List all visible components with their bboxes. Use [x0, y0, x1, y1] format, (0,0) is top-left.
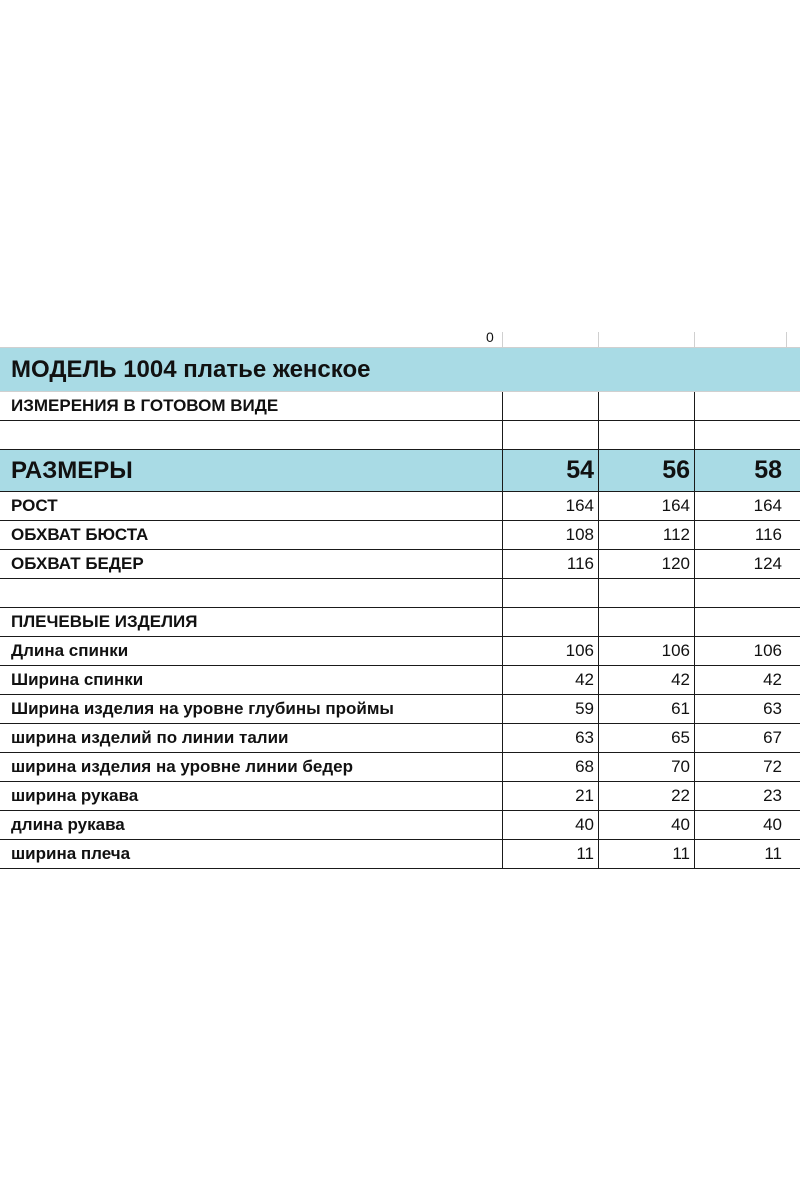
empty-row: [0, 421, 800, 450]
table-row: [0, 521, 800, 550]
value-cell: 72: [763, 757, 782, 776]
row-label: ОБХВАТ БЕДЕР: [11, 554, 144, 573]
value-cell: 70: [671, 757, 690, 776]
table-title: МОДЕЛЬ 1004 платье женское: [11, 355, 371, 383]
value-cell: 22: [671, 786, 690, 805]
value-cell: 21: [575, 786, 594, 805]
value-cell: 116: [566, 554, 594, 573]
table-row: [0, 811, 800, 840]
table-row: [0, 637, 800, 666]
value-cell: 124: [753, 554, 782, 573]
value-cell: 164: [753, 496, 782, 515]
value-cell: 63: [575, 728, 594, 747]
sizes-row: [0, 450, 800, 492]
row-label: ширина изделий по линии талии: [11, 728, 289, 747]
value-cell: 59: [575, 699, 594, 718]
size-cell: 54: [566, 456, 594, 484]
sizes-label: РАЗМЕРЫ: [11, 456, 133, 484]
table-row: [0, 492, 800, 521]
value-cell: 116: [754, 525, 782, 544]
value-cell: 23: [763, 786, 782, 805]
row-label: Ширина изделия на уровне глубины проймы: [11, 699, 394, 718]
size-cell: 56: [662, 456, 690, 484]
value-cell: 106: [753, 641, 782, 660]
top-spill-row: [0, 329, 800, 348]
table-row: [0, 753, 800, 782]
section-label: ПЛЕЧЕВЫЕ ИЗДЕЛИЯ: [11, 612, 198, 631]
row-label: ОБХВАТ БЮСТА: [11, 525, 149, 544]
value-cell: 63: [763, 699, 782, 718]
value-cell: 112: [662, 525, 690, 544]
table-row: [0, 666, 800, 695]
value-cell: 120: [661, 554, 690, 573]
value-cell: 11: [764, 844, 782, 863]
value-cell: 40: [575, 815, 594, 834]
value-cell: 65: [671, 728, 690, 747]
table-row: [0, 550, 800, 579]
table-subtitle: ИЗМЕРЕНИЯ В ГОТОВОМ ВИДЕ: [11, 396, 279, 415]
section-row: [0, 608, 800, 637]
row-label: ширина плеча: [11, 844, 131, 863]
table-row: [0, 695, 800, 724]
value-cell: 61: [671, 699, 690, 718]
value-cell: 108: [565, 525, 594, 544]
value-cell: 67: [763, 728, 782, 747]
value-cell: 106: [661, 641, 690, 660]
value-cell: 40: [671, 815, 690, 834]
value-cell: 42: [671, 670, 690, 689]
value-cell: 11: [576, 844, 594, 863]
value-cell: 164: [661, 496, 690, 515]
top-cell-mark: 0: [486, 329, 494, 345]
size-cell: 58: [754, 456, 782, 484]
row-label: Длина спинки: [11, 641, 129, 660]
subtitle-row: [0, 392, 800, 421]
table-row: [0, 782, 800, 811]
value-cell: 164: [565, 496, 594, 515]
title-row: [0, 348, 800, 392]
row-label: РОСТ: [11, 496, 58, 515]
value-cell: 40: [763, 815, 782, 834]
value-cell: 42: [575, 670, 594, 689]
row-label: Ширина спинки: [11, 670, 144, 689]
value-cell: 106: [565, 641, 594, 660]
table-row: [0, 840, 800, 869]
table-row: [0, 724, 800, 753]
row-label: длина рукава: [11, 815, 125, 834]
empty-row: [0, 579, 800, 608]
size-chart-table: [0, 329, 800, 869]
row-label: ширина изделия на уровне линии бедер: [11, 757, 354, 776]
value-cell: 68: [575, 757, 594, 776]
value-cell: 42: [763, 670, 782, 689]
value-cell: 11: [672, 844, 690, 863]
row-label: ширина рукава: [11, 786, 139, 805]
